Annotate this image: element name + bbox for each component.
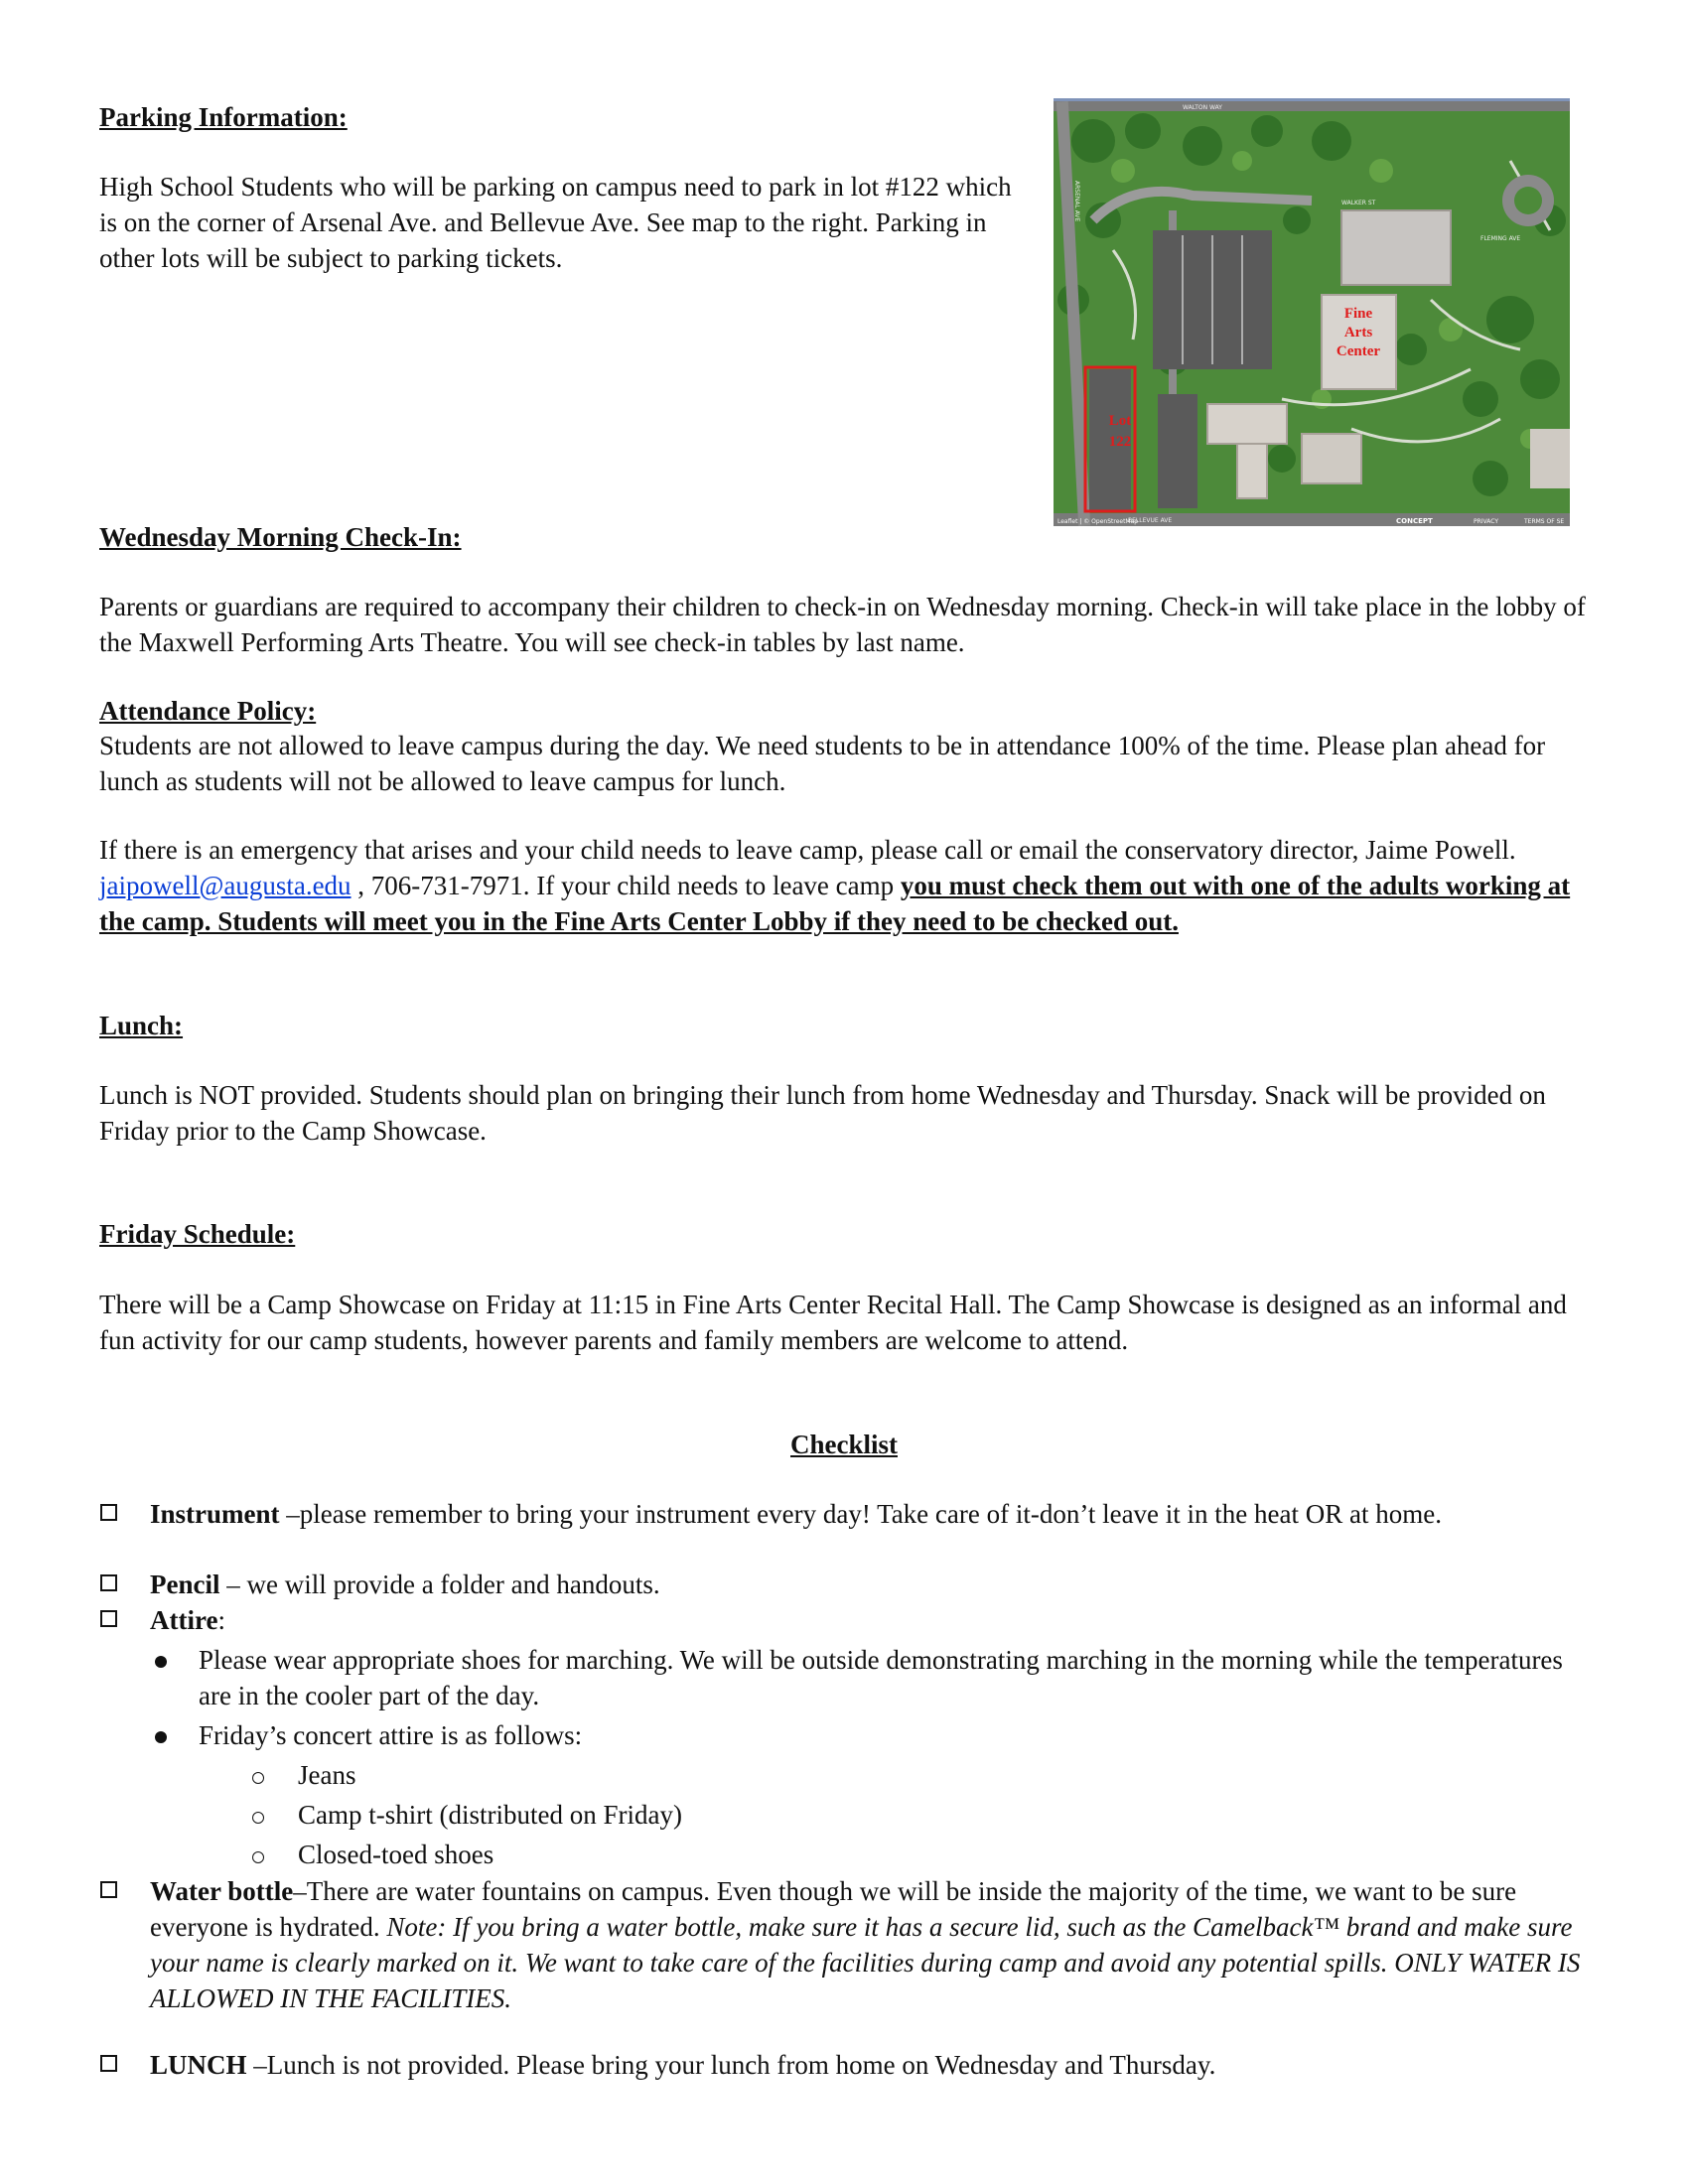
map-footer-concept: CONCEPT bbox=[1396, 517, 1433, 525]
checkin-heading: Wednesday Morning Check-In: bbox=[99, 522, 462, 552]
pencil-label: Pencil bbox=[150, 1570, 220, 1599]
instrument-label: Instrument bbox=[150, 1499, 280, 1529]
pencil-text: – we will provide a folder and handouts. bbox=[219, 1570, 660, 1599]
emergency-text-bold: you must check them out with one of the adults working at the camp. Students will meet you in the Fine Arts Center Lobby if they need to be checked out. bbox=[99, 871, 1571, 936]
street-label-bottom: BELLEVUE AVE bbox=[1128, 517, 1173, 524]
friday-heading: Friday Schedule: bbox=[99, 1219, 296, 1249]
checkbox-icon[interactable] bbox=[100, 1504, 117, 1521]
water-note: Note: If you bring a water bottle, make sure it has a secure lid, such as the Camelback™ brand and make sure your name is clearly marked on it. We want to take care of the facilities during camp and avoid any potential spills. ONLY WATER IS ALLOWED IN THE FACILITIES. bbox=[150, 1912, 1581, 2013]
lunch-text: Lunch is NOT provided. Students should plan on bringing their lunch from home Wednesday and Thursday. Snack will be provided on Friday prior to the Camp Showcase. bbox=[99, 1080, 1546, 1146]
checkbox-icon[interactable] bbox=[100, 1574, 117, 1591]
emergency-text-pre: If there is an emergency that arises and your child needs to leave camp, please call or email the conservatory director, Jaime Powell. bbox=[99, 835, 1516, 865]
attire-bullet-shoes: Please wear appropriate shoes for marching. We will be outside demonstrating marching in the morning while the temperatures are in the cooler part of the day. bbox=[199, 1645, 1563, 1710]
map-footer-terms: TERMS OF SE bbox=[1524, 518, 1565, 525]
parking-heading: Parking Information: bbox=[99, 102, 348, 132]
lunch-item-text: –Lunch is not provided. Please bring your lunch from home on Wednesday and Thursday. bbox=[246, 2050, 1216, 2080]
map-label-center: Center bbox=[1336, 343, 1381, 359]
map-footer-privacy: PRIVACY bbox=[1474, 518, 1499, 525]
sub-bullet-icon bbox=[252, 1772, 264, 1784]
campus-map-image bbox=[1054, 101, 1570, 526]
checkbox-icon[interactable] bbox=[100, 1610, 117, 1627]
attendance-heading: Attendance Policy: bbox=[99, 696, 317, 726]
checkbox-icon[interactable] bbox=[100, 2055, 117, 2072]
checkin-text: Parents or guardians are required to accompany their children to check-in on Wednesday morning. Check-in will take place in the lobby of the Maxwell Performing Arts Theatre. You will see check-in tables by last name. bbox=[99, 592, 1586, 657]
map-label-lot: Lot bbox=[1108, 413, 1132, 429]
emergency-paragraph bbox=[99, 832, 1589, 939]
lunch-item-label: LUNCH bbox=[150, 2050, 247, 2080]
director-email-link[interactable]: jaipowell@augusta.edu bbox=[99, 871, 352, 900]
sub-bullet-icon bbox=[252, 1851, 264, 1863]
attire-sub-tshirt: Camp t-shirt (distributed on Friday) bbox=[298, 1800, 682, 1830]
map-footer-attribution: Leaflet | © OpenStreetMap bbox=[1057, 518, 1139, 525]
street-label-fleming: FLEMING AVE bbox=[1480, 235, 1521, 242]
checklist-heading: Checklist bbox=[790, 1430, 898, 1459]
attire-label: Attire bbox=[150, 1605, 218, 1635]
checkbox-icon[interactable] bbox=[100, 1881, 117, 1898]
bullet-icon bbox=[155, 1656, 167, 1668]
water-text: –There are water fountains on campus. Even though we will be inside the majority of the time, we want to be sure everyone is hydrated. bbox=[150, 1876, 1517, 1942]
attire-sub-shoes: Closed-toed shoes bbox=[298, 1840, 494, 1869]
attire-text: : bbox=[217, 1605, 225, 1635]
street-label-walker: WALKER ST bbox=[1341, 200, 1376, 206]
map-label-arts: Arts bbox=[1343, 325, 1373, 341]
attire-bullet-concert: Friday’s concert attire is as follows: bbox=[199, 1720, 583, 1750]
water-label: Water bottle bbox=[150, 1876, 294, 1906]
map-label-fine: Fine bbox=[1343, 306, 1373, 322]
instrument-text: –please remember to bring your instrument every day! Take care of it-don’t leave it in the heat OR at home. bbox=[279, 1499, 1442, 1529]
map-label-122: 122 bbox=[1108, 434, 1132, 450]
street-label-top: WALTON WAY bbox=[1183, 104, 1222, 111]
lunch-heading: Lunch: bbox=[99, 1011, 184, 1040]
emergency-text-mid: , 706-731-7971. If your child needs to leave camp bbox=[351, 871, 901, 900]
bullet-icon bbox=[155, 1731, 167, 1743]
sub-bullet-icon bbox=[252, 1812, 264, 1824]
attendance-text: Students are not allowed to leave campus during the day. We need students to be in attendance 100% of the time. Please plan ahead for lunch as students will not be allowed to leave campus for lunch. bbox=[99, 731, 1546, 796]
attire-sub-jeans: Jeans bbox=[298, 1760, 356, 1790]
friday-text: There will be a Camp Showcase on Friday at 11:15 in Fine Arts Center Recital Hall. The Camp Showcase is designed as an informal and fun activity for our camp students, however parents and family members are welcome to attend. bbox=[99, 1290, 1567, 1355]
street-label-left: ARSENAL AVE bbox=[1073, 181, 1080, 222]
campus-map bbox=[1054, 98, 1570, 526]
parking-text: High School Students who will be parking on campus need to park in lot #122 which is on the corner of Arsenal Ave. and Bellevue Ave. See map to the right. Parking in other lots will be subject to parking tickets. bbox=[99, 172, 1012, 273]
